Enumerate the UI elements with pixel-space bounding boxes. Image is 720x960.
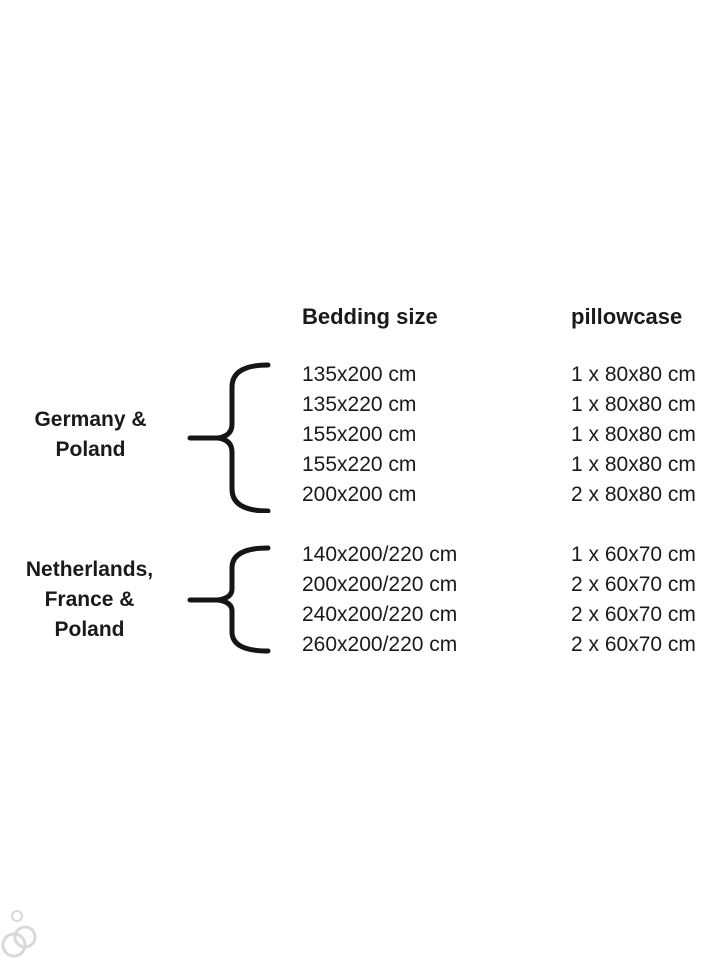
table-header-row (0, 302, 720, 332)
size-row (0, 450, 720, 480)
pillowcase-value: 1 x 80x80 cm (571, 423, 696, 446)
bedding-size-value: 135x200 cm (302, 363, 417, 386)
size-row (0, 420, 720, 450)
region-label-line: France & (44, 588, 135, 611)
region-label-line: Poland (55, 438, 126, 461)
pillowcase-value: 2 x 60x70 cm (571, 603, 696, 626)
pillowcase-header: pillowcase (571, 304, 683, 329)
pillowcase-value: 1 x 60x70 cm (571, 543, 696, 566)
pillowcase-value: 1 x 80x80 cm (571, 453, 696, 476)
bedding-size-value: 200x200 cm (302, 483, 417, 506)
size-row (0, 540, 720, 570)
bedding-size-header: Bedding size (302, 304, 438, 329)
size-rows-netherlands-france-poland (0, 540, 720, 660)
size-row (0, 570, 720, 600)
bedding-size-value: 200x200/220 cm (302, 573, 458, 596)
size-row (0, 390, 720, 420)
pillowcase-value: 1 x 80x80 cm (571, 393, 696, 416)
size-row (0, 600, 720, 630)
bedding-size-value: 135x220 cm (302, 393, 417, 416)
size-row (0, 630, 720, 660)
region-label-line: Poland (54, 618, 125, 641)
size-row (0, 480, 720, 510)
region-label-line: Netherlands, (25, 558, 154, 581)
bedding-size-value: 260x200/220 cm (302, 633, 458, 656)
size-rows-germany-poland (0, 360, 720, 510)
bedding-size-value: 140x200/220 cm (302, 543, 458, 566)
overlapping-circles-watermark-icon (0, 898, 60, 960)
bedding-size-value: 155x220 cm (302, 453, 417, 476)
pillowcase-value: 2 x 60x70 cm (571, 573, 696, 596)
bedding-size-value: 240x200/220 cm (302, 603, 458, 626)
size-row (0, 360, 720, 390)
pillowcase-value: 2 x 80x80 cm (571, 483, 696, 506)
bedding-size-value: 155x200 cm (302, 423, 417, 446)
region-label-line: Germany & (34, 408, 147, 431)
pillowcase-value: 1 x 80x80 cm (571, 363, 696, 386)
pillowcase-value: 2 x 60x70 cm (571, 633, 696, 656)
